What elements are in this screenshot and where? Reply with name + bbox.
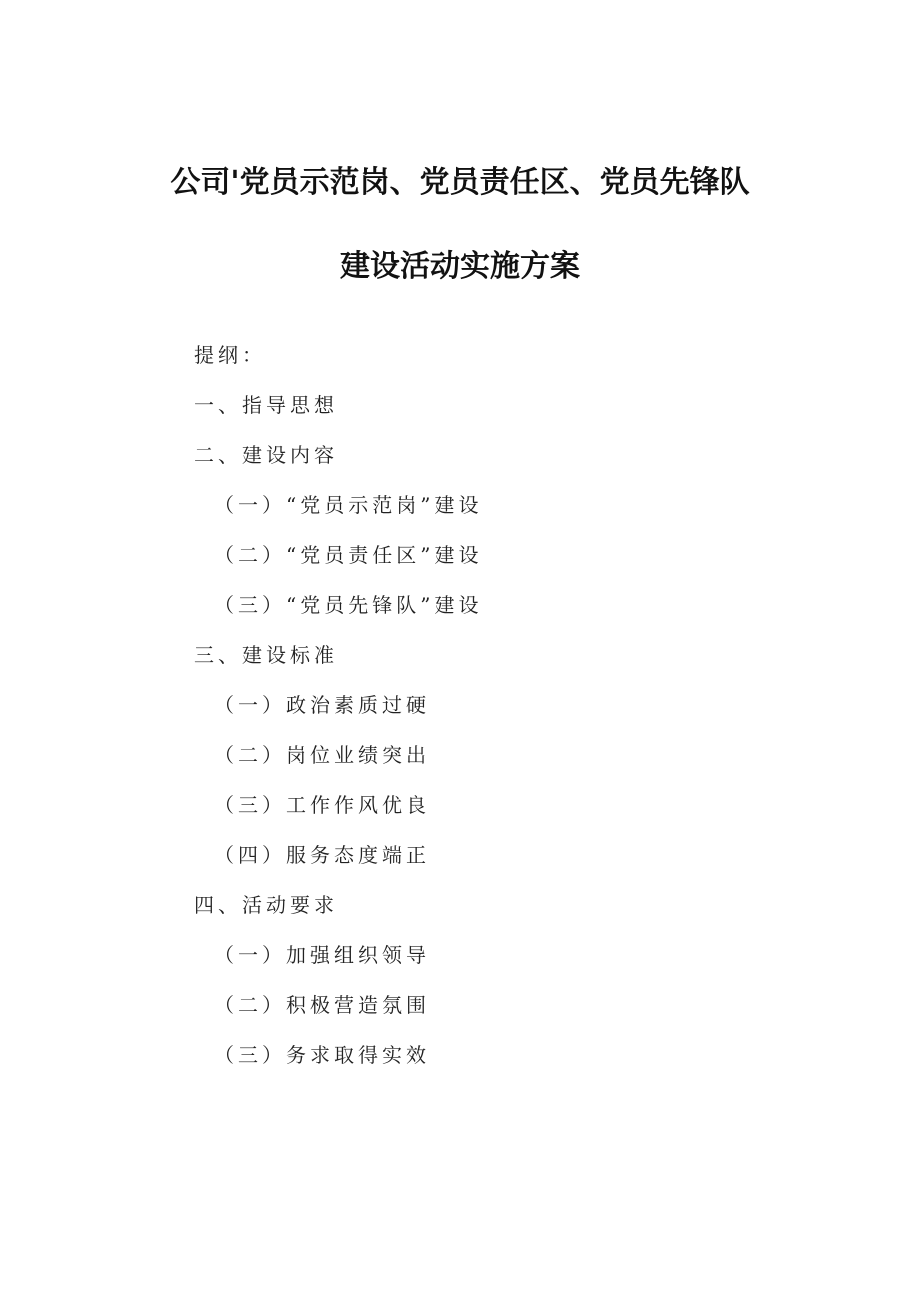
outline-subitem: （一）“党员示范岗”建设 [214,493,483,517]
outline-subitem: （二）“党员责任区”建设 [214,543,483,567]
outline-subitem: （四）服务态度端正 [214,843,430,867]
outline-subitem: （一）政治素质过硬 [214,693,430,717]
outline-subitem: （二）积极营造氛围 [214,993,430,1017]
outline-subitem: （二）岗位业绩突出 [214,743,430,767]
outline-subitem: （三）务求取得实效 [214,1043,430,1067]
outline-subitem: （一）加强组织领导 [214,943,430,967]
outline-item-4: 四、活动要求 [194,893,338,917]
document-title-line-1: 公司'党员示范岗、党员责任区、党员先锋队 [170,165,750,200]
outline-label: 提纲： [194,343,266,367]
outline-item-1: 一、指导思想 [194,393,338,417]
outline-item-3: 三、建设标准 [194,643,338,667]
outline-subitem: （三）“党员先锋队”建设 [214,593,483,617]
document-title-line-2: 建设活动实施方案 [340,249,580,284]
outline-item-2: 二、建设内容 [194,443,338,467]
outline-subitem: （三）工作作风优良 [214,793,430,817]
